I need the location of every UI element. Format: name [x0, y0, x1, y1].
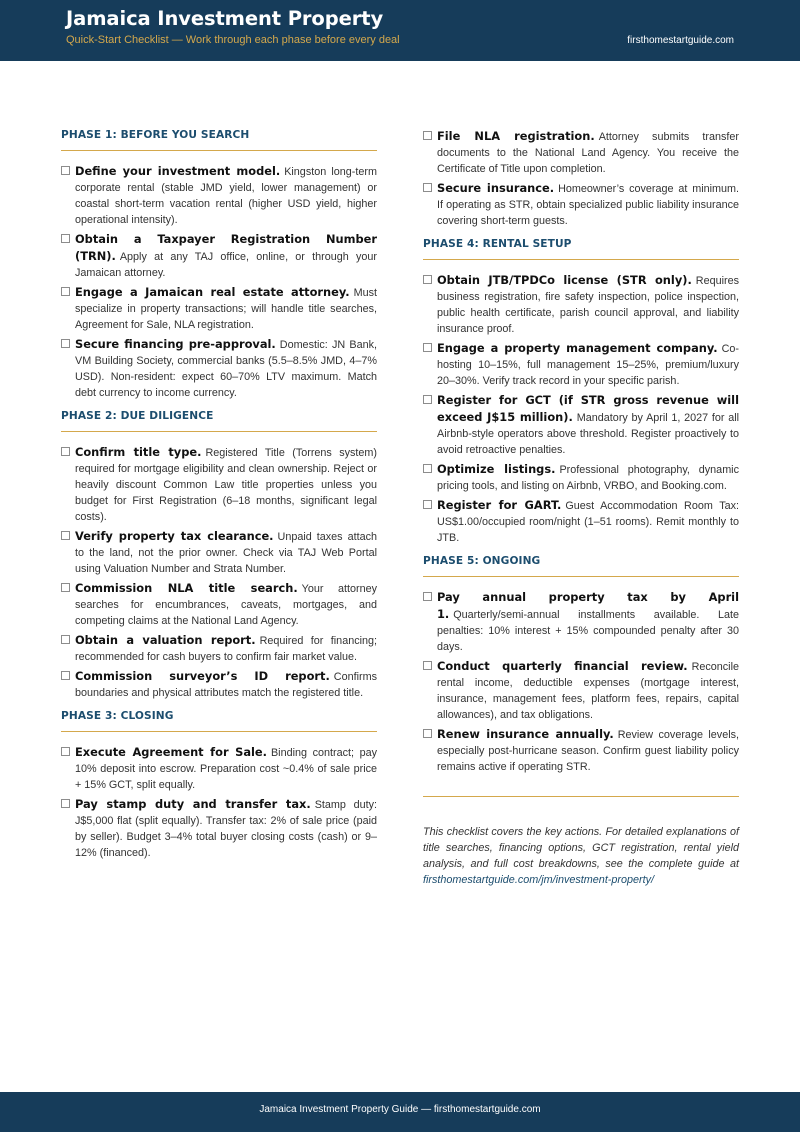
item-heading: Confirm title type.	[75, 445, 202, 459]
item-heading: Define your investment model.	[75, 164, 281, 178]
footer-text: Jamaica Investment Property Guide — firsthomestartguide.com	[259, 1104, 541, 1115]
checkbox[interactable]	[423, 592, 432, 601]
checkbox[interactable]	[61, 747, 70, 756]
item-description: Confirms boundaries and physical attributes match the registered title.	[75, 671, 377, 699]
item-heading: Obtain JTB/TPDCo license (STR only).	[437, 273, 692, 287]
phase-3	[61, 709, 377, 861]
checkbox[interactable]	[61, 635, 70, 644]
checklist-item	[423, 128, 739, 177]
phase-divider	[423, 259, 739, 260]
item-heading: Register for GART.	[437, 498, 562, 512]
checklist-item	[61, 580, 377, 629]
checklist-item	[423, 497, 739, 546]
checklist-item	[61, 336, 377, 401]
item-heading: Secure financing pre-approval.	[75, 337, 276, 351]
checkbox[interactable]	[61, 799, 70, 808]
checkbox[interactable]	[61, 671, 70, 680]
checkbox[interactable]	[61, 166, 70, 175]
item-heading: File NLA registration.	[437, 129, 595, 143]
checklist-item	[61, 231, 377, 281]
phase-divider	[61, 731, 377, 732]
item-heading: Optimize listings.	[437, 462, 556, 476]
page-title: Jamaica Investment Property	[66, 7, 384, 30]
checklist-item	[423, 180, 739, 229]
right-column	[423, 128, 739, 888]
checklist-item	[61, 744, 377, 793]
item-heading: Conduct quarterly financial review.	[437, 659, 688, 673]
checklist-item	[423, 392, 739, 458]
closing-text: This checklist covers the key actions. For detailed explanations of title searches, financing options, GCT registration, rental yield analysis, and full cost breakdowns, see the complete guide at	[423, 826, 739, 870]
item-heading: Secure insurance.	[437, 181, 555, 195]
item-description: Homeowner’s coverage at minimum. If operating as STR, obtain specialized public liability insurance covering short-term guests.	[437, 183, 739, 227]
item-description: Review coverage levels, especially post-hurricane season. Confirm guest liability policy remains active if operating STR.	[437, 729, 739, 773]
item-description: Attorney submits transfer documents to the National Land Agency. You receive the Certificate of Title upon completion.	[437, 131, 739, 175]
checkbox[interactable]	[61, 583, 70, 592]
guide-link[interactable]: firsthomestartguide.com/jm/investment-property/	[423, 874, 655, 886]
item-description: Kingston long-term corporate rental (stable JMD yield, lower management) or coastal short-term vacation rental (higher USD yield, higher operational intensity).	[75, 166, 377, 226]
header-site-link[interactable]: firsthomestartguide.com	[627, 35, 734, 46]
item-heading: Commission surveyor’s ID report.	[75, 669, 330, 683]
item-heading: Renew insurance annually.	[437, 727, 614, 741]
checkbox[interactable]	[423, 275, 432, 284]
item-heading: Obtain a Taxpayer Registration Number (TRN).	[75, 232, 377, 263]
checklist-item	[423, 726, 739, 775]
item-heading: Execute Agreement for Sale.	[75, 745, 267, 759]
checkbox[interactable]	[423, 500, 432, 509]
item-description: Required for financing; recommended for cash buyers to confirm fair market value.	[75, 635, 378, 663]
page-header	[0, 0, 800, 61]
item-heading: Engage a property management company.	[437, 341, 718, 355]
item-heading: Commission NLA title search.	[75, 581, 298, 595]
checkbox[interactable]	[423, 343, 432, 352]
checklist-item	[61, 444, 377, 525]
phase-divider	[61, 150, 377, 151]
closing-note	[423, 824, 739, 888]
checklist-item	[423, 589, 739, 655]
page-subtitle: Quick-Start Checklist — Work through each phase before every deal	[66, 34, 400, 46]
phase-divider	[423, 576, 739, 577]
phase-4	[423, 237, 739, 546]
phase-divider	[61, 431, 377, 432]
item-description: Domestic: JN Bank, VM Building Society, commercial banks (5.5–8.5% JMD, 4–7% USD). Non-resident: expect 60–70% LTV maximum. Match debt currency to income currency.	[75, 339, 377, 399]
checklist-item	[61, 796, 377, 861]
checkbox[interactable]	[423, 729, 432, 738]
checklist-item	[423, 272, 739, 337]
phase-title: PHASE 2: DUE DILIGENCE	[61, 410, 214, 422]
left-column	[61, 128, 377, 869]
checklist-item	[61, 632, 377, 665]
item-heading: Pay stamp duty and transfer tax.	[75, 797, 311, 811]
closing-divider	[423, 796, 739, 797]
item-heading: Obtain a valuation report.	[75, 633, 256, 647]
item-heading: Pay annual property tax by April 1.	[437, 590, 739, 621]
checklist-item	[61, 668, 377, 701]
item-description: Unpaid taxes attach to the land, not the prior owner. Check via TAJ Web Portal using Valuation Number and Strata Number.	[75, 531, 377, 575]
item-description: Guest Accommodation Room Tax: US$1.00/occupied room/night (1–51 rooms). Remit monthly to JTB.	[437, 500, 740, 544]
checklist-item	[423, 340, 739, 389]
checkbox[interactable]	[61, 447, 70, 456]
phase-title: PHASE 4: RENTAL SETUP	[423, 238, 572, 250]
item-description: Reconcile rental income, deductible expenses (mortgage interest, insurance, management fees, platform fees, repairs, capital allowances), and tax obligations.	[437, 661, 739, 721]
checkbox[interactable]	[61, 531, 70, 540]
checklist-item	[423, 658, 739, 723]
item-heading: Verify property tax clearance.	[75, 529, 274, 543]
item-description: Stamp duty: J$5,000 flat (split equally). Transfer tax: 2% of sale price (paid by seller). Budget 3–4% total buyer closing costs (cash) or 9–12% (financed).	[75, 799, 377, 859]
checklist-item	[423, 461, 739, 494]
checklist-item	[61, 528, 377, 577]
phase-3-continued	[423, 128, 739, 229]
phase-title: PHASE 3: CLOSING	[61, 710, 174, 722]
item-description: Binding contract; pay 10% deposit into escrow. Preparation cost ~0.4% of sale price + 15% GCT, split equally.	[75, 747, 377, 791]
item-heading: Register for GCT (if STR gross revenue will exceed J$15 million).	[437, 393, 739, 424]
item-description: Quarterly/semi-annual installments available. Late penalties: 10% interest + 15% compounded penalty after 30 days.	[437, 609, 739, 653]
checkbox[interactable]	[423, 131, 432, 140]
item-description: Professional photography, dynamic pricing tools, and listing on Airbnb, VRBO, and Booking.com.	[437, 464, 739, 492]
item-description: Requires business registration, fire safety inspection, police inspection, public health certificate, parish council approval, and liability insurance proof.	[437, 275, 739, 335]
phase-5	[423, 554, 739, 775]
item-description: Your attorney searches for encumbrances, caveats, mortgages, and competing claims at the National Land Agency.	[75, 583, 378, 627]
phase-title: PHASE 1: BEFORE YOU SEARCH	[61, 129, 250, 141]
checkbox[interactable]	[61, 234, 70, 243]
checkbox[interactable]	[423, 395, 432, 404]
item-heading: Engage a Jamaican real estate attorney.	[75, 285, 350, 299]
checklist-item	[61, 163, 377, 228]
phase-1	[61, 128, 377, 401]
item-description: Registered Title (Torrens system) required for mortgage eligibility and clean ownership. Reject or heavily discount Common Law title properties unless you budget for First Registration (6–18 months, significant legal costs).	[75, 447, 377, 523]
checkbox[interactable]	[423, 183, 432, 192]
checklist-item	[61, 284, 377, 333]
item-description: Must specialize in property transactions; will handle title searches, Agreement for Sale, NLA registration.	[75, 287, 377, 331]
checkbox[interactable]	[423, 464, 432, 473]
checkbox[interactable]	[61, 339, 70, 348]
phase-2	[61, 409, 377, 701]
item-description: Co-hosting 10–15%, full management 15–25%, premium/luxury 20–30%. Verify track record in your specific parish.	[437, 343, 739, 387]
phase-title: PHASE 5: ONGOING	[423, 555, 541, 567]
checkbox[interactable]	[61, 287, 70, 296]
item-description: Apply at any TAJ office, online, or through your Jamaican attorney.	[75, 251, 377, 279]
page-footer	[0, 1092, 800, 1132]
checkbox[interactable]	[423, 661, 432, 670]
item-description: Mandatory by April 1, 2027 for all Airbnb-style operators above threshold. Register proactively to avoid retroactive penalties.	[437, 412, 739, 456]
